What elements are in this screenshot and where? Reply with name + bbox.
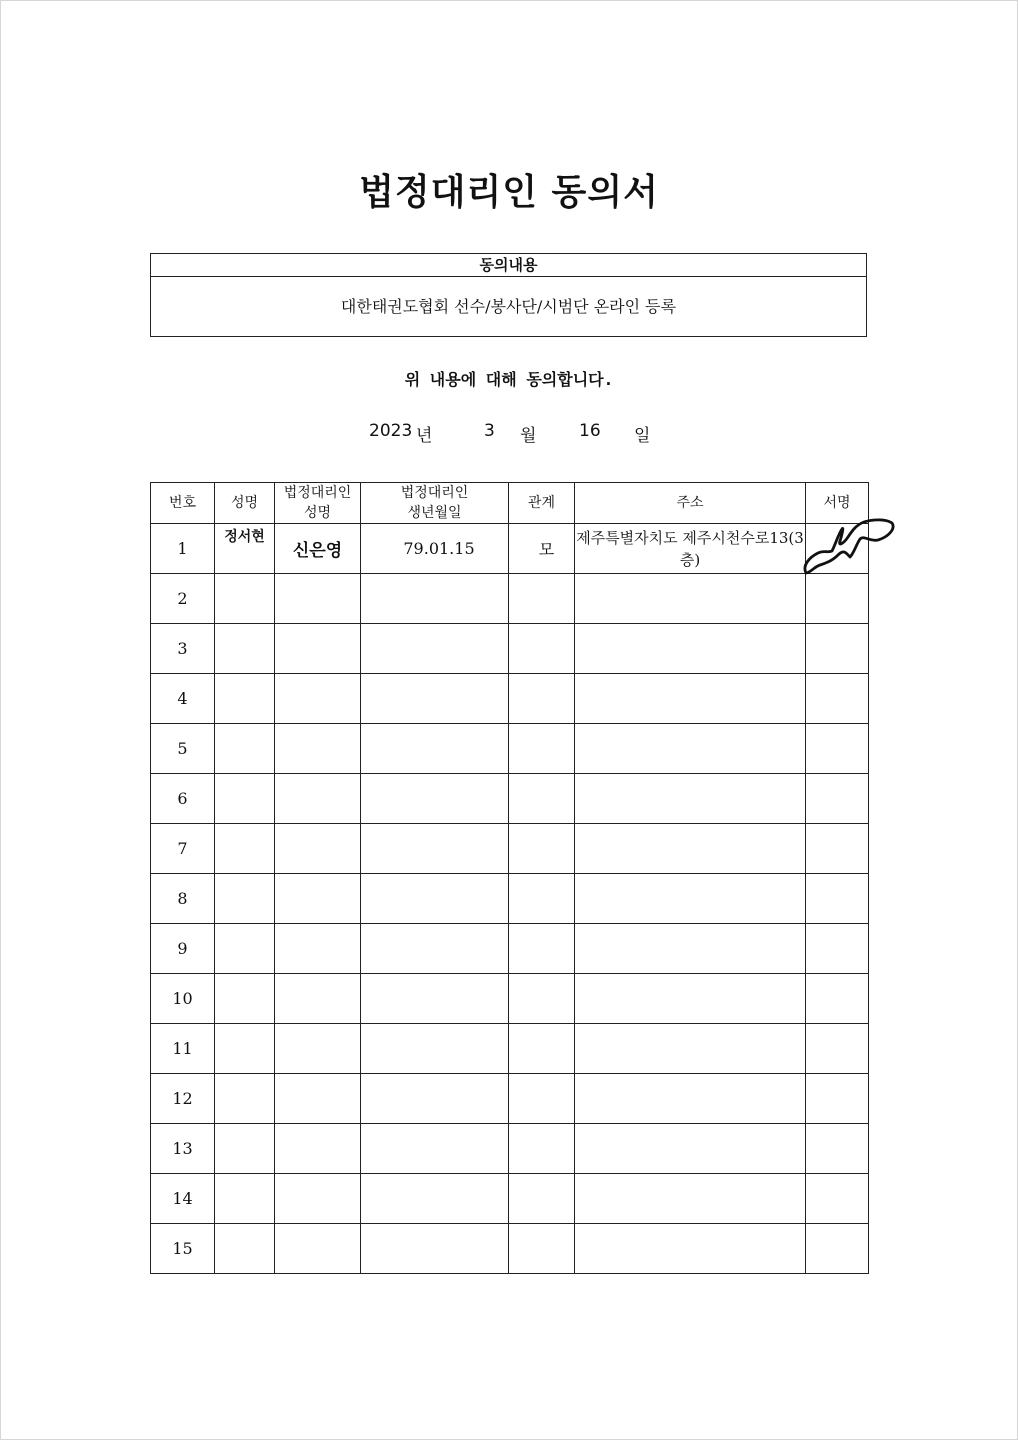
cell-no: 14: [151, 1174, 215, 1224]
cell-no: 1: [151, 524, 215, 574]
cell-name: [215, 874, 275, 924]
cell-relation: [509, 924, 575, 974]
consent-box: [150, 253, 867, 337]
cell-birth: [361, 624, 509, 674]
date-day-unit: 일: [634, 426, 651, 446]
cell-sign: [806, 774, 869, 824]
header-name: 성명: [215, 483, 275, 524]
cell-sign: [806, 724, 869, 774]
table-row: [151, 874, 869, 924]
cell-name: [215, 1174, 275, 1224]
cell-no: 10: [151, 974, 215, 1024]
cell-no: 11: [151, 1024, 215, 1074]
cell-name: [215, 1024, 275, 1074]
cell-birth: [361, 724, 509, 774]
cell-guardian: [275, 924, 361, 974]
signature-mark: [798, 513, 898, 579]
cell-guardian: [275, 1024, 361, 1074]
cell-sign: [806, 974, 869, 1024]
cell-address: [575, 774, 806, 824]
table-row: [151, 674, 869, 724]
cell-guardian: [275, 874, 361, 924]
cell-address: [575, 1124, 806, 1174]
cell-name: [215, 1124, 275, 1174]
roster-table: [150, 482, 869, 1274]
cell-name: [215, 974, 275, 1024]
cell-birth: [361, 924, 509, 974]
cell-address: [575, 974, 806, 1024]
header-no: 번호: [151, 483, 215, 524]
cell-no: 6: [151, 774, 215, 824]
cell-relation: [509, 624, 575, 674]
table-row: [151, 574, 869, 624]
table-header-row: [151, 483, 869, 524]
table-row: [151, 1224, 869, 1274]
cell-name: [215, 1074, 275, 1124]
cell-no: 12: [151, 1074, 215, 1124]
cell-address: [575, 824, 806, 874]
cell-relation: [509, 674, 575, 724]
cell-relation: [509, 974, 575, 1024]
cell-no: 3: [151, 624, 215, 674]
cell-sign: [806, 824, 869, 874]
date-month: 3: [484, 421, 495, 441]
cell-address: [575, 674, 806, 724]
date-line: [0, 421, 1018, 445]
cell-sign: [806, 574, 869, 624]
cell-guardian: [275, 774, 361, 824]
cell-guardian: [275, 824, 361, 874]
cell-no: 2: [151, 574, 215, 624]
cell-sign: [806, 1174, 869, 1224]
cell-name: [215, 674, 275, 724]
cell-relation: [509, 574, 575, 624]
cell-birth: [361, 674, 509, 724]
cell-relation: [509, 774, 575, 824]
cell-guardian: [275, 574, 361, 624]
cell-no: 7: [151, 824, 215, 874]
cell-sign: [806, 1224, 869, 1274]
cell-birth: [361, 1024, 509, 1074]
cell-address: [575, 874, 806, 924]
cell-relation: [509, 874, 575, 924]
cell-address: [575, 924, 806, 974]
cell-relation: [509, 1224, 575, 1274]
date-month-unit: 월: [520, 426, 537, 446]
cell-sign: [806, 874, 869, 924]
header-guardian-birth-line1: 법정대리인: [400, 485, 469, 501]
cell-birth: [361, 1174, 509, 1224]
cell-sign: [806, 1074, 869, 1124]
cell-relation: [509, 1024, 575, 1074]
date-year: 2023: [369, 421, 413, 441]
table-row: [151, 774, 869, 824]
cell-name: [215, 524, 275, 574]
cell-relation: [509, 824, 575, 874]
cell-name: [215, 624, 275, 674]
cell-no: 13: [151, 1124, 215, 1174]
cell-no: 4: [151, 674, 215, 724]
cell-address: 제주특별자치도 제주시천수로13(3층): [575, 524, 806, 574]
cell-sign: [806, 1024, 869, 1074]
cell-address: [575, 1224, 806, 1274]
header-guardian-name-line1: 법정대리인: [283, 485, 352, 501]
cell-birth: [361, 574, 509, 624]
cell-name: [215, 824, 275, 874]
cell-address: [575, 1024, 806, 1074]
cell-name: [215, 1224, 275, 1274]
cell-birth: [361, 874, 509, 924]
cell-birth: [361, 974, 509, 1024]
cell-guardian: 신은영: [275, 524, 361, 574]
cell-relation: [509, 1174, 575, 1224]
cell-name: [215, 724, 275, 774]
cell-name: [215, 574, 275, 624]
cell-relation: [509, 1074, 575, 1124]
date-day: 16: [579, 421, 601, 441]
cell-address: [575, 724, 806, 774]
date-year-unit: 년: [416, 426, 433, 446]
cell-guardian: [275, 1224, 361, 1274]
cell-guardian: [275, 674, 361, 724]
cell-relation: [509, 724, 575, 774]
cell-address: [575, 1074, 806, 1124]
cell-guardian: [275, 1124, 361, 1174]
table-row: [151, 524, 869, 574]
cell-no: 9: [151, 924, 215, 974]
table-row: [151, 1024, 869, 1074]
header-guardian-name-line2: 성명: [303, 505, 332, 521]
table-row: [151, 924, 869, 974]
cell-guardian: [275, 624, 361, 674]
cell-name-text: 정서현: [224, 529, 265, 545]
cell-guardian: [275, 1074, 361, 1124]
cell-sign: [806, 1124, 869, 1174]
consent-body: 대한태권도협회 선수/봉사단/시범단 온라인 등록: [340, 297, 677, 316]
header-guardian-birth: [361, 483, 509, 524]
cell-birth: [361, 1224, 509, 1274]
table-row: [151, 824, 869, 874]
cell-sign: [806, 624, 869, 674]
cell-birth: 79.01.15: [361, 524, 509, 574]
cell-birth: [361, 824, 509, 874]
cell-name: [215, 924, 275, 974]
table-row: [151, 724, 869, 774]
cell-guardian: [275, 1174, 361, 1224]
table-row: [151, 1124, 869, 1174]
cell-birth: [361, 774, 509, 824]
cell-address: [575, 574, 806, 624]
table-row: [151, 624, 869, 674]
header-relation: 관계: [509, 483, 575, 524]
cell-relation: [509, 1124, 575, 1174]
cell-relation: 모: [509, 524, 575, 574]
agree-statement: 위 내용에 대해 동의합니다.: [404, 370, 614, 389]
table-row: [151, 1074, 869, 1124]
table-row: [151, 1174, 869, 1224]
cell-address: [575, 624, 806, 674]
cell-sign: [806, 674, 869, 724]
cell-sign: [806, 924, 869, 974]
document-title: 법정대리인 동의서: [359, 172, 659, 213]
table-row: [151, 974, 869, 1024]
cell-birth: [361, 1074, 509, 1124]
header-sign: 서명: [806, 483, 869, 524]
cell-guardian: [275, 974, 361, 1024]
cell-address: [575, 1174, 806, 1224]
cell-guardian: [275, 724, 361, 774]
cell-no: 5: [151, 724, 215, 774]
cell-birth: [361, 1124, 509, 1174]
header-guardian-birth-line2: 생년월일: [407, 505, 462, 521]
header-address: 주소: [575, 483, 806, 524]
header-guardian-name: [275, 483, 361, 524]
cell-no: 8: [151, 874, 215, 924]
cell-name: [215, 774, 275, 824]
cell-no: 15: [151, 1224, 215, 1274]
consent-header: 동의내용: [151, 254, 866, 277]
